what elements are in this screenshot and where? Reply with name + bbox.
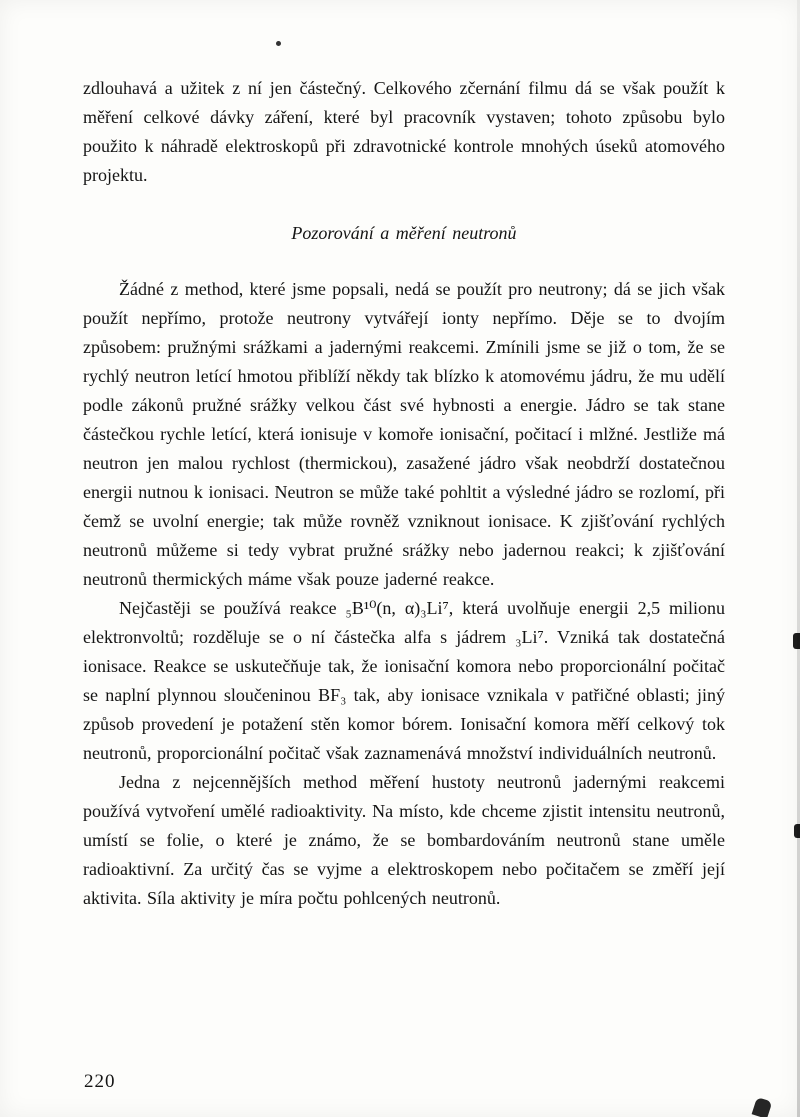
page-text-block — [83, 74, 725, 913]
scan-speck-artifact — [276, 41, 281, 46]
paragraph-activation-method: Jedna z nejcennějších method měření hustoty neutronů jadernými reakcemi používá vytvoření umělé radioaktivity. Na místo, kde chceme zjistit intensitu neutronů, umístí se folie, o které je známo, že se bombardováním neutronů stane uměle radioaktivní. Za určitý čas se vyjme a elektroskopem nebo počitačem se změří její aktivita. Síla aktivity je míra počtu pohlcených neutronů. — [83, 772, 725, 908]
paragraph-intro-continuation: zdlouhavá a užitek z ní jen částečný. Celkového zčernání filmu dá se však použít k měření celkové dávky záření, které byl pracovník vystaven; tohoto způsobu bylo použito k náhradě elektroskopů při zdravotnické kontrole mnohých úseků atomového projektu. — [83, 78, 725, 185]
paragraph-boron-reaction: Nejčastěji se používá reakce ₅B¹⁰(n, α)₃Li⁷, která uvolňuje energii 2,5 milionu elektronvoltů; rozděluje se o ní částečka alfa s jádrem ₃Li⁷. Vzniká tak dostatečná ionisace. Reakce se uskutečňuje tak, že ionisační komora nebo proporcionální počitač se naplní plynnou sloučeninou BF₃ tak, aby ionisace vznikala v patřičné oblasti; jiný způsob provedení je potažení stěn komor bórem. Ionisační komora měří celkový tok neutronů, proporcionální počitač však zaznamenává množství individuálních neutronů. — [83, 598, 725, 763]
paragraph-neutron-methods: Žádné z method, které jsme popsali, nedá se použít pro neutrony; dá se jich však použít nepřímo, protože neutrony vytvářejí ionty nepřímo. Děje se to dvojím způsobem: pružnými srážkami a jadernými reakcemi. Zmínili jsme se již o tom, že se rychlý neutron letící hmotou přiblíží někdy tak blízko k atomovému jádru, že mu udělí podle zákonů pružné srážky velkou část své hybnosti a energie. Jádro se tak stane částečkou rychle letící, která ionisuje v komoře ionisační, počitací i mlžné. Jestliže má neutron jen malou rychlost (thermickou), zasažené jádro však neobdrží dostatečnou energii nutnou k ionisaci. Neutron se může také pohltit a výsledné jádro se rozlomí, při čemž se uvolní energie; tak může rovněž vzniknout ionisace. K zjišťování rychlých neutronů můžeme si tedy vybrat pružné srážky nebo jadernou reakci; k zjišťování neutronů thermických máme však pouze jaderné reakce. — [83, 279, 725, 589]
page-number: 220 — [84, 1071, 116, 1092]
scan-corner-smudge-artifact — [752, 1097, 773, 1117]
section-heading: Pozorování a měření neutronů — [291, 223, 517, 243]
